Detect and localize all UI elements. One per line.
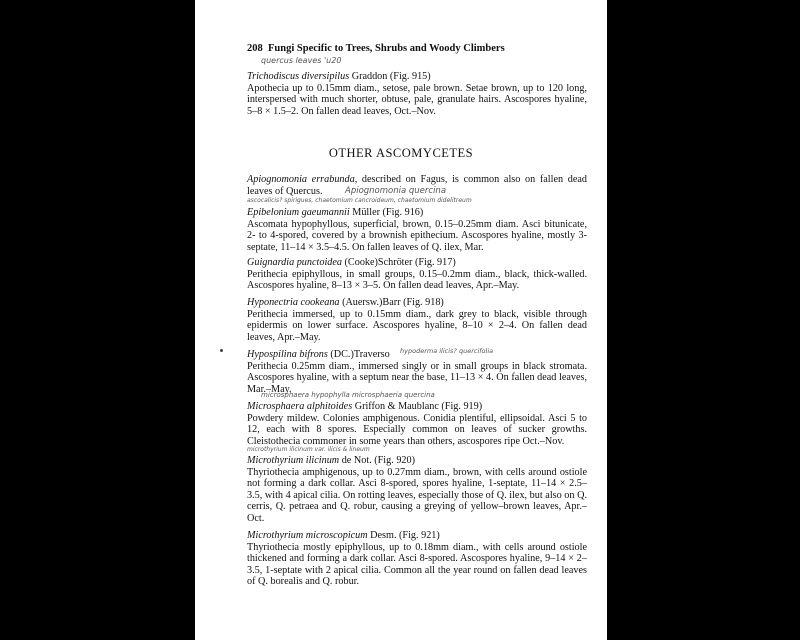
handwritten-note: microsphaera hypophylla microsphaeria quercina bbox=[261, 391, 435, 399]
species-author: de Not. (Fig. 920) bbox=[341, 455, 415, 466]
handwritten-note: ascocalicis? spirigues, chaetomium cancroideum, chaetomium didelitreum bbox=[247, 197, 472, 204]
species-author: (Auersw.)Barr (Fig. 918) bbox=[342, 297, 444, 308]
species-description: Powdery mildew. Colonies amphigenous. Conidia plentiful, ellipsoidal. Asci 5 to 12, each with 8 spores. Especially common on leaves of sucker growths. Cleistothecia commoner in some years than others, ascospores ripe Oct.–Nov. bbox=[247, 412, 587, 447]
entry-microthyrium-microscopicum bbox=[247, 530, 587, 588]
species-description: Perithecia 0.25mm diam., immersed singly or in small groups in black stromata. Ascospores hyaline, with a septum near the base, 11–13 × 4. On fallen dead leaves, Mar.–May. bbox=[247, 360, 587, 395]
document-page bbox=[195, 0, 607, 640]
entry-microthyrium-ilicinum bbox=[247, 455, 587, 525]
species-description: Thyriothecia mostly epiphyllous, up to 0.18mm diam., with cells around ostiole thickened and forming a dark collar. Asci 8-spored. Ascospores hyaline, 9–14 × 2–3.5, 1-septate with 2 apical cilia. Common all the year round on fallen dead leaves of Q. borealis and Q. robur. bbox=[247, 541, 587, 588]
species-name: Microsphaera alphitoides bbox=[247, 401, 353, 412]
handwritten-note: quercus leaves 'u20 bbox=[261, 56, 342, 65]
species-description: Perithecia epiphyllous, in small groups, 0.15–0.2mm diam., black, thick-walled. Ascospores hyaline, 8–13 × 3–5. On fallen dead leaves, Apr.–May. bbox=[247, 268, 587, 292]
species-name: Microthyrium microscopicum bbox=[247, 530, 368, 541]
handwritten-note: hypoderma ilicis? quercifolia bbox=[400, 347, 494, 355]
species-name: Apiognomonia errabunda bbox=[247, 174, 355, 185]
species-name: Hypospilina bifrons bbox=[247, 349, 328, 360]
entry-hyponectria bbox=[247, 297, 587, 343]
entry-guignardia bbox=[247, 257, 587, 292]
species-description: Perithecia immersed, up to 0.15mm diam., dark grey to black, visible through epidermis on lower surface. Ascospores hyaline, 8–10 × 2–4. On fallen dead leaves, Apr.–May. bbox=[247, 308, 587, 343]
species-author: Desm. (Fig. 921) bbox=[370, 530, 440, 541]
scan-speck bbox=[220, 349, 223, 352]
species-name: Microthyrium ilicinum bbox=[247, 455, 340, 466]
handwritten-note: microthyrium ilicinum var. ilicis & lineum bbox=[247, 446, 370, 453]
species-name: Epibelonium gaeumannii bbox=[247, 207, 350, 218]
entry-hypospilina bbox=[247, 349, 587, 395]
species-description: Apothecia up to 0.15mm diam., setose, pale brown. Setae brown, up to 120 long, interspersed with much shorter, obtuse, pale, granulate hairs. Ascospores hyaline, 5–8 × 1.5–2. On fallen dead leaves, Oct.–Nov. bbox=[247, 82, 587, 117]
header-title: Fungi Specific to Trees, Shrubs and Woody Climbers bbox=[268, 43, 505, 54]
section-title: OTHER ASCOMYCETES bbox=[328, 146, 474, 160]
species-name: Trichodiscus diversipilus bbox=[247, 71, 350, 82]
species-author: Graddon (Fig. 915) bbox=[351, 71, 431, 82]
species-author: , described on Fagus, is common also on fallen dead leaves of Quercus. bbox=[247, 174, 587, 197]
species-author: Griffon & Maublanc (Fig. 919) bbox=[354, 401, 483, 412]
entry-trichodiscus bbox=[247, 71, 587, 117]
species-description: Thyriothecia amphigenous, up to 0.27mm diam., brown, with cells around ostiole not forming a dark collar. Asci 8-spored, spores hyaline, 1-septate, 11–14 × 2.5–3.5, with 4 apical cilia. On rotting leaves, especially those of Q. ilex, but also on Q. cerris, Q. petraea and Q. robur, causing a greying of yellow–brown leaves, Apr.–Oct. bbox=[247, 466, 587, 524]
species-description: Ascomata hypophyllous, superficial, brown, 0.15–0.25mm diam. Asci bitunicate, 2- to 4-spored, covered by a brownish epithecium. Ascospores hyaline, mostly 3-septate, 11–14 × 3.5–4.5. On fallen leaves of Q. ilex, Mar. bbox=[247, 218, 587, 253]
species-name: Hyponectria cookeana bbox=[247, 297, 340, 308]
species-author: Müller (Fig. 916) bbox=[352, 207, 424, 218]
running-header bbox=[247, 43, 505, 54]
species-author: (DC.)Traverso bbox=[330, 349, 390, 360]
handwritten-note: Apiognomonia quercina bbox=[345, 186, 447, 196]
entry-epibelonium bbox=[247, 207, 587, 253]
species-author: (Cooke)Schröter (Fig. 917) bbox=[344, 257, 456, 268]
page-number: 208 bbox=[247, 43, 263, 54]
entry-microsphaera bbox=[247, 401, 587, 447]
species-name: Guignardia punctoidea bbox=[247, 257, 342, 268]
